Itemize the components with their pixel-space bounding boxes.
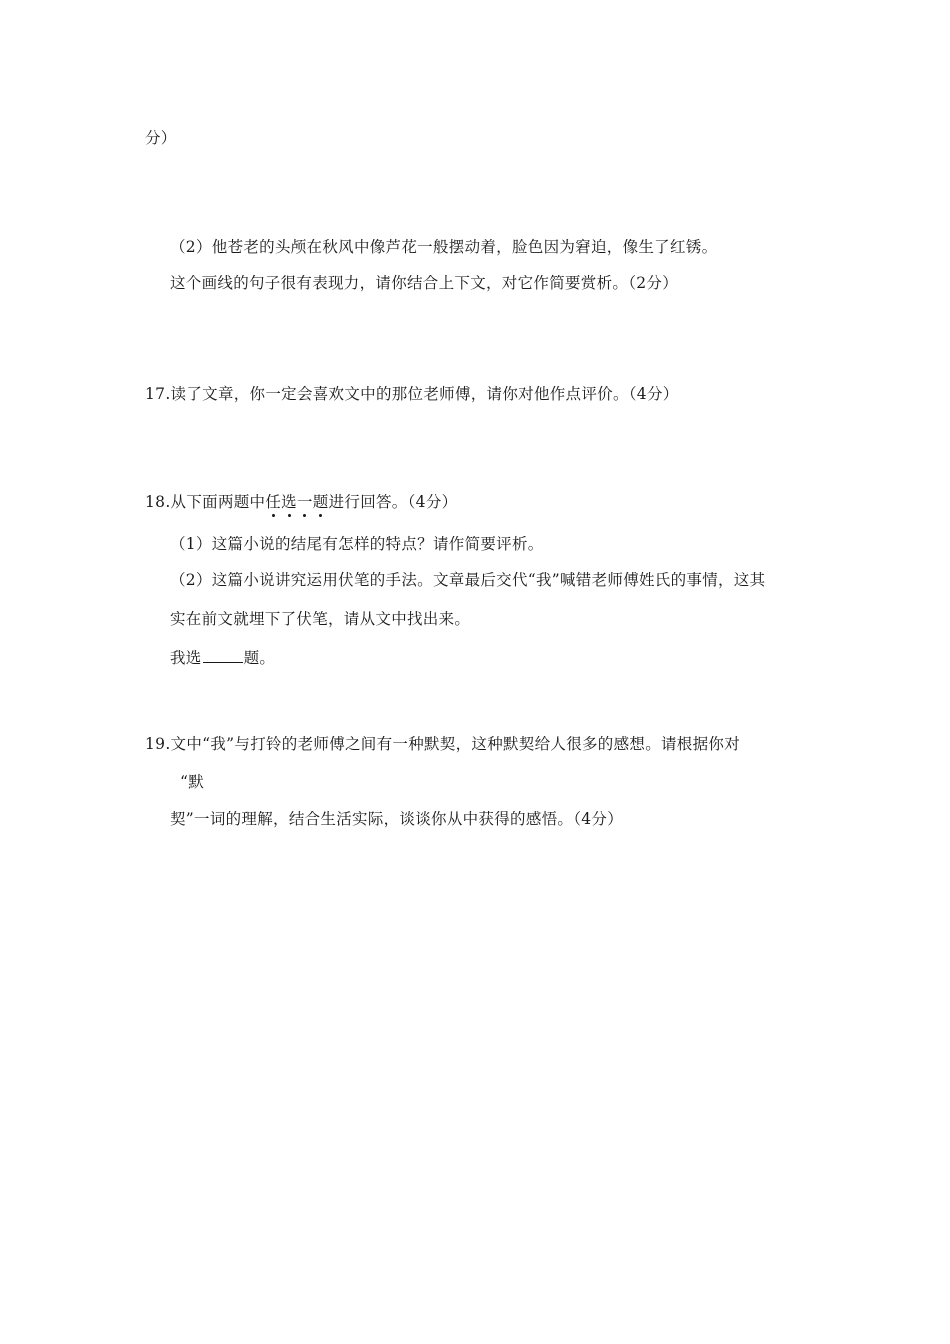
question-18-lead: 18.从下面两题中	[145, 493, 266, 511]
question-19-cont-2: 契”一词的理解，结合生活实际，谈谈你从中获得的感悟。（4分）	[170, 810, 624, 828]
question-18-option-2-cont: 实在前文就埋下了伏笔，请从文中找出来。	[170, 610, 471, 628]
question-18-tail: 进行回答。（4分）	[328, 493, 458, 511]
answer-choice-line	[170, 648, 275, 668]
emphasis-char-ren: 任	[265, 493, 282, 511]
question-19-cont-1: “默	[180, 773, 205, 791]
question-16-2-prompt: 这个画线的句子很有表现力，请你结合上下文，对它作简要赏析。（2分）	[170, 274, 679, 292]
question-16-2-quote: （2）他苍老的头颅在秋风中像芦花一般摆动着，脸色因为窘迫，像生了红锈。	[170, 238, 718, 256]
answer-choice-label: 我选	[170, 649, 202, 667]
question-19: 19.文中“我”与打铃的老师傅之间有一种默契，这种默契给人很多的感想。请根据你对	[145, 735, 741, 753]
question-17: 17.读了文章，你一定会喜欢文中的那位老师傅，请你对他作点评价。（4分）	[145, 385, 679, 403]
emphasis-char-xuan: 选	[281, 493, 297, 511]
question-18-option-2: （2）这篇小说讲究运用伏笔的手法。文章最后交代“我”喊错老师傅姓氏的事情，这其	[170, 571, 766, 589]
emphasis-char-ti: 题	[312, 493, 329, 511]
answer-choice-blank[interactable]	[203, 648, 243, 663]
emphasis-char-yi: 一	[296, 493, 313, 511]
question-18	[145, 492, 457, 512]
question-18-option-1: （1）这篇小说的结尾有怎样的特点？请作简要评析。	[170, 535, 544, 553]
continued-score-text: 分）	[145, 129, 177, 147]
answer-choice-suffix: 题。	[243, 649, 276, 667]
